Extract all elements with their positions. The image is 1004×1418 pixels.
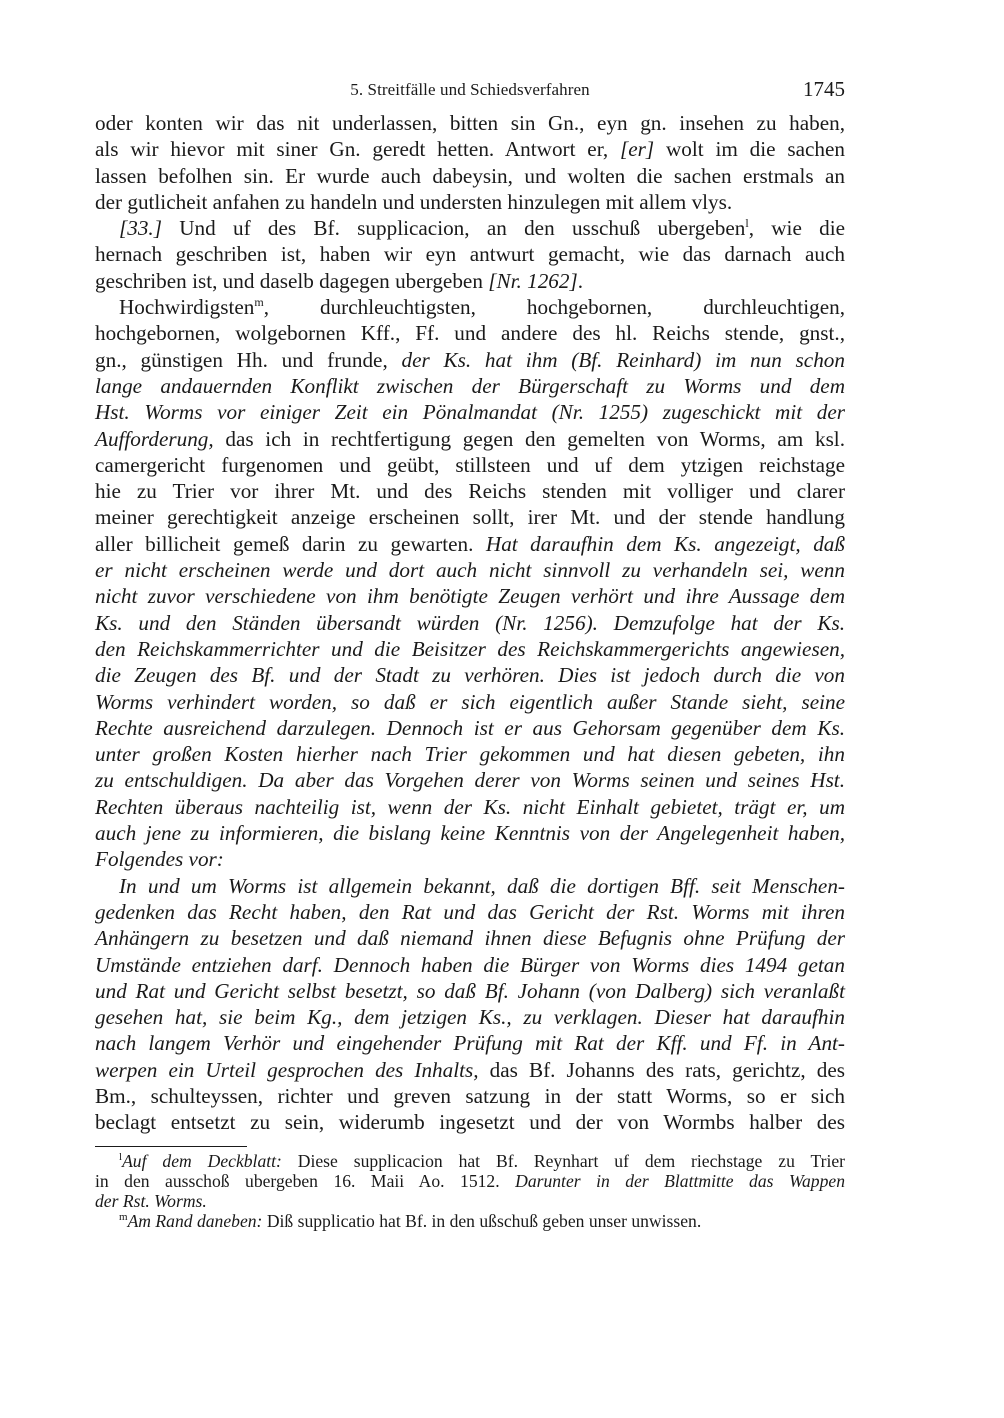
- text-line: geschriben ist, und daselb dagegen ubergeben [Nr. 1262].: [95, 268, 584, 293]
- footnotes: [95, 1151, 845, 1231]
- editorial-insertion: [er]: [620, 137, 655, 162]
- text-line: Worms verhindert worden, so daß er sich eigentlich außer Stande sieht, seine: [95, 689, 845, 714]
- footnote-m: $^m$Am Rand daneben: Diß supplicatio hat Bf. in den ußschuß geben unser unwissen.: [119, 1210, 702, 1231]
- footnote-divider: [95, 1146, 247, 1147]
- text-line: aller billicheit gemeß darin zu gewarten. Hat daraufhin dem Ks. angezeigt, daß: [95, 531, 845, 556]
- text-line: camergericht furgenomen und geübt, stillsteen und uf dem ytzigen reichstage: [95, 452, 845, 477]
- text-line: lassen befolhen sin. Er wurde auch dabeysin, und wolten die sachen erstmals an: [95, 163, 845, 188]
- page-header: [95, 76, 845, 110]
- text-line: hernach geschriben ist, haben wir eyn antwurt gemacht, wie das darnach auch: [95, 242, 845, 267]
- running-head: 5. Streitfälle und Schiedsverfahren: [350, 80, 590, 99]
- text-line: hochgebornen, wolgebornen Kff., Ff. und andere des hl. Reichs stende, gnst.,: [95, 321, 845, 346]
- text-line: er nicht erscheinen werde und dort auch nicht sinnvoll zu verhandeln sei, wenn: [95, 558, 845, 583]
- text-line: den Reichskammerrichter und die Beisitzer des Reichskammergerichts angewiesen,: [95, 636, 845, 661]
- text-line: Hochwirdigsten$^m$, durchleuchtigsten, hochgebornen, durchleuchtigen,: [119, 295, 845, 320]
- text-line: und Rat und Gericht selbst besetzt, so daß Bf. Johann (von Dalberg) sich veranlaßt: [95, 978, 845, 1003]
- text-line: Umstände entziehen darf. Dennoch haben die Bürger von Worms dies 1494 getan: [95, 952, 845, 977]
- text-line: nach langem Verhör und eingehender Prüfung mit Rat der Kff. und Ff. in Ant-: [95, 1031, 845, 1056]
- document-page: [95, 76, 845, 1231]
- text-line: gn., günstigen Hh. und frunde, der Ks. hat ihm (Bf. Reinhard) im nun schon: [95, 347, 845, 372]
- section-marker: [33.]: [119, 216, 162, 241]
- text-line: lange andauernden Konflikt zwischen der Bürgerschaft zu Worms und dem: [95, 373, 845, 398]
- footnote-ref-m[interactable]: m: [254, 295, 264, 310]
- text-line: Aufforderung, das ich in rechtfertigung gegen den gemelten von Worms, am ksl.: [95, 426, 845, 451]
- text-line: gesehen hat, sie beim Kg., dem jetzigen Ks., zu verklagen. Dieser hat daraufhin: [95, 1005, 845, 1030]
- footnote-l: $^l$Auf dem Deckblatt: Diese supplicacion hat Bf. Reynhart uf dem riechstage zu Trier: [119, 1150, 845, 1171]
- text-line: werpen ein Urteil gesprochen des Inhalts, das Bf. Johanns des rats, gerichtz, des: [95, 1057, 845, 1082]
- footnote-ref-l[interactable]: l: [745, 216, 749, 231]
- text-line: auch jene zu informieren, die bislang keine Kenntnis von der Angelegenheit haben,: [95, 821, 845, 846]
- text-line: [33.] Und uf des Bf. supplicacion, an den usschuß ubergeben$^l$, wie die: [119, 216, 845, 241]
- footnote-l-cont: in den ausschoß ubergeben 16. Maii Ao. 1512. Darunter in der Blattmitte das Wappen: [95, 1170, 845, 1191]
- text-line: Bm., schulteyssen, richter und greven satzung in der statt Worms, so er sich: [95, 1083, 845, 1108]
- text-line: meiner gerechtigkeit anzeige erscheinen sollt, irer Mt. und der stende handlung: [95, 505, 845, 530]
- page-number: 1745: [803, 77, 845, 101]
- footnote-l-cont: der Rst. Worms.: [95, 1190, 207, 1211]
- text-line: oder konten wir das nit underlassen, bitten sin Gn., eyn gn. insehen zu haben,: [95, 111, 845, 135]
- text-line: Rechte ausreichend darzulegen. Dennoch ist er aus Gehorsam gegenüber dem Ks.: [95, 715, 845, 740]
- document-reference: [Nr. 1262]: [488, 268, 578, 293]
- text-line: als wir hievor mit siner Gn. geredt hetten. Antwort er, [er] wolt im die sachen: [95, 137, 845, 162]
- text-line: gedenken das Recht haben, den Rat und das Gericht der Rst. Worms mit ihren: [95, 899, 845, 924]
- text-line: zu entschuldigen. Da aber das Vorgehen derer von Worms seinen und seines Hst.: [95, 768, 845, 793]
- text-line: die Zeugen des Bf. und der Stadt zu verhören. Dies ist jedoch durch die von: [95, 663, 845, 688]
- text-line: Ks. und den Ständen übersandt würden (Nr. 1256). Demzufolge hat der Ks.: [95, 610, 845, 635]
- text-line: hie zu Trier vor ihrer Mt. und des Reichs stenden mit volliger und clarer: [95, 479, 845, 504]
- text-line: Rechten überaus nachteilig ist, wenn der Ks. nicht Einhalt gebietet, trägt er, um: [95, 794, 845, 819]
- text-line: In und um Worms ist allgemein bekannt, daß die dortigen Bff. seit Menschen-: [119, 873, 845, 898]
- main-text: [95, 110, 845, 1136]
- text-line: Hst. Worms vor einiger Zeit ein Pönalmandat (Nr. 1255) zugeschickt mit der: [95, 400, 845, 425]
- text-line: Folgendes vor:: [95, 847, 224, 872]
- text-line: nicht zuvor verschiedene von ihm benötigte Zeugen verhört und ihre Aussage dem: [95, 584, 845, 609]
- text-line: Anhängern zu besetzen und daß niemand ihnen diese Befugnis ohne Prüfung der: [95, 926, 845, 951]
- text-line: beclagt entsetzt zu sein, widerumb ingesetzt und der von Wormbs halber des: [95, 1110, 845, 1135]
- text-line: der gutlicheit anfahen zu handeln und understen hinzulegen mit allem vlys.: [95, 189, 733, 214]
- text-line: unter großen Kosten hierher nach Trier gekommen und hat diesen gebeten, ihn: [95, 742, 845, 767]
